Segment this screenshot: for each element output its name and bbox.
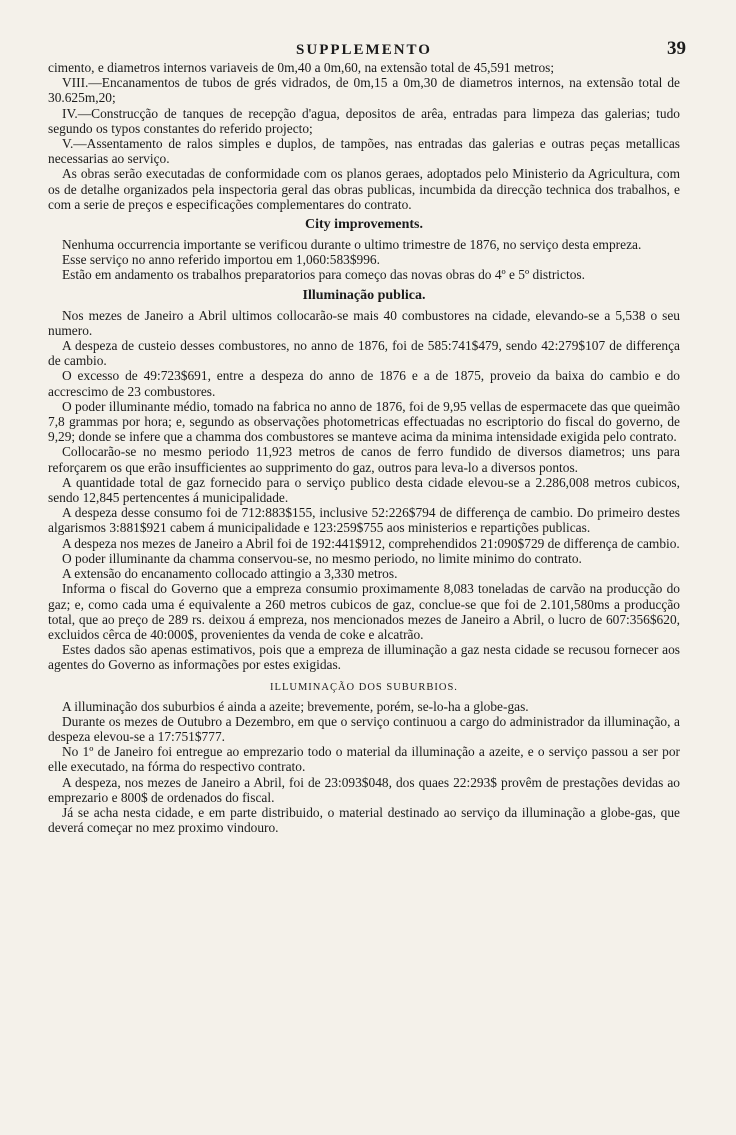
section-lighting <box>48 308 680 673</box>
paragraph: Esse serviço no anno referido importou em 1,060:583$996. <box>62 252 380 268</box>
paragraph: Collocarão-se no mesmo periodo 11,923 metros de canos de ferro fundido de diversos diametros; uns para reforçarem os que erão insufficientes ao supprimento do gaz, outros para leva-lo a diversos pontos. <box>48 444 680 475</box>
paragraph: cimento, e diametros internos variaveis de 0m,40 a 0m,60, na extensão total de 45,591 metros; <box>48 60 555 75</box>
paragraph: IV.—Construcção de tanques de recepção d'agua, depositos de arêa, entradas para limpeza das galerias; tudo segundo os typos constantes do referido projecto; <box>48 105 680 136</box>
section-city <box>48 237 680 283</box>
section-works <box>48 60 680 212</box>
page-number: 39 <box>667 38 686 59</box>
section-heading-city: City improvements. <box>305 217 423 233</box>
paragraph: O poder illuminante da chamma conservou-se, no mesmo periodo, no limite minimo do contrato. <box>62 550 582 566</box>
paragraph: Estes dados são apenas estimativos, pois que a empreza de illuminação a gaz nesta cidade se recusou fornecer aos agentes do Governo as informações por estes exigidas. <box>48 642 680 673</box>
paragraph: Informa o fiscal do Governo que a empreza consumio proximamente 8,083 toneladas de carvão na producção do gaz; e, como cada uma é equivalente a 260 metros cubicos de gaz, conclue-se que foi de 2.101,580ms a producção total, que ao preço de 289 rs. deixou á empreza, nos mencionados mezes de Janeiro a Abril, o lucro de 607:356$620, excluidos cêrca de 40:000$, provenientes da venda de coke e alcatrão. <box>48 581 680 642</box>
paragraph: No 1º de Janeiro foi entregue ao emprezario todo o material da illuminação a azeite, e o serviço passou a ser por elle executado, na fórma do respectivo contrato. <box>48 744 680 775</box>
paragraph: Estão em andamento os trabalhos preparatorios para começo das novas obras do 4º e 5º districtos. <box>62 267 585 283</box>
paragraph: VIII.—Encanamentos de tubos de grés vidrados, de 0m,15 a 0m,30 de diametros internos, na extensão total de 30.625m,20; <box>48 75 680 106</box>
paragraph: A quantidade total de gaz fornecido para o serviço publico desta cidade elevou-se a 2.286,008 metros cubicos, sendo 12,845 pertencentes á municipalidade. <box>48 474 680 506</box>
page-header <box>48 36 686 60</box>
paragraph: A despeza nos mezes de Janeiro a Abril foi de 192:441$912, comprehendidos 21:090$729 de differença de cambio. <box>62 535 680 551</box>
paragraph: Durante os mezes de Outubro a Dezembro, em que o serviço continuou a cargo do administrador da illuminação, a despeza elevou-se a 17:751$777. <box>48 713 680 744</box>
section-heading-lighting: Illuminação publica. <box>302 287 426 303</box>
paragraph: O poder illuminante médio, tomado na fabrica no anno de 1876, foi de 9,95 vellas de espermacete das que queimão 7,8 grammas por hora; e, segundo as observações photometricas effectuadas no escriptorio do fiscal do governo, de 9,29; donde se infere que a chamma dos combustores se manteve acima da minima intensidade exigida pelo contrato. <box>48 398 681 445</box>
paragraph: V.—Assentamento de ralos simples e duplos, de tampões, nas entradas das galerias e outras peças metallicas necessarias ao serviço. <box>48 136 680 167</box>
paragraph: Nenhuma occurrencia importante se verificou durante o ultimo trimestre de 1876, no serviço desta empreza. <box>62 237 642 253</box>
paragraph: A extensão do encanamento collocado attingio a 3,330 metros. <box>62 566 398 582</box>
paragraph: Nos mezes de Janeiro a Abril ultimos collocarão-se mais 40 combustores na cidade, elevando-se a 5,538 o seu numero. <box>48 307 680 338</box>
paragraph: As obras serão executadas de conformidade com os planos geraes, adoptados pelo Ministerio da Agricultura, com os de detalhe organizados pela inspectoria geral das obras publicas, incumbida da direcção technica dos trabalhos, e com a serie de preços e especificações complementares do contrato. <box>48 166 680 212</box>
section-heading-suburbs: ILLUMINAÇÃO DOS SUBURBIOS. <box>270 681 458 693</box>
paragraph: A illuminação dos suburbios é ainda a azeite; brevemente, porém, se-lo-ha a globe-gas. <box>62 698 529 714</box>
paragraph: A despeza desse consumo foi de 712:883$155, inclusive 52:226$794 de differença de cambio. Do primeiro destes algarismos 3:881$921 cabem á municipalidade e 123:259$755 aos ministerios e repartições publicas. <box>48 505 680 536</box>
paragraph: O excesso de 49:723$691, entre a despeza do anno de 1876 e a de 1875, proveio da baixa do cambio e do accrescimo de 23 combustores. <box>48 368 680 399</box>
section-suburbs <box>48 699 680 836</box>
paragraph: A despeza, nos mezes de Janeiro a Abril, foi de 23:093$048, dos quaes 22:293$ provêm de prestações devidas ao emprezario e 800$ de ordenados do fiscal. <box>48 774 680 805</box>
paragraph: Já se acha nesta cidade, e em parte distribuido, o material destinado ao serviço da illuminação a globe-gas, que deverá começar no mez proximo vindouro. <box>48 804 680 836</box>
paragraph: A despeza de custeio desses combustores, no anno de 1876, foi de 585:741$479, sendo 42:279$107 de differença de cambio. <box>48 338 680 369</box>
running-title: SUPPLEMENTO <box>296 42 432 58</box>
